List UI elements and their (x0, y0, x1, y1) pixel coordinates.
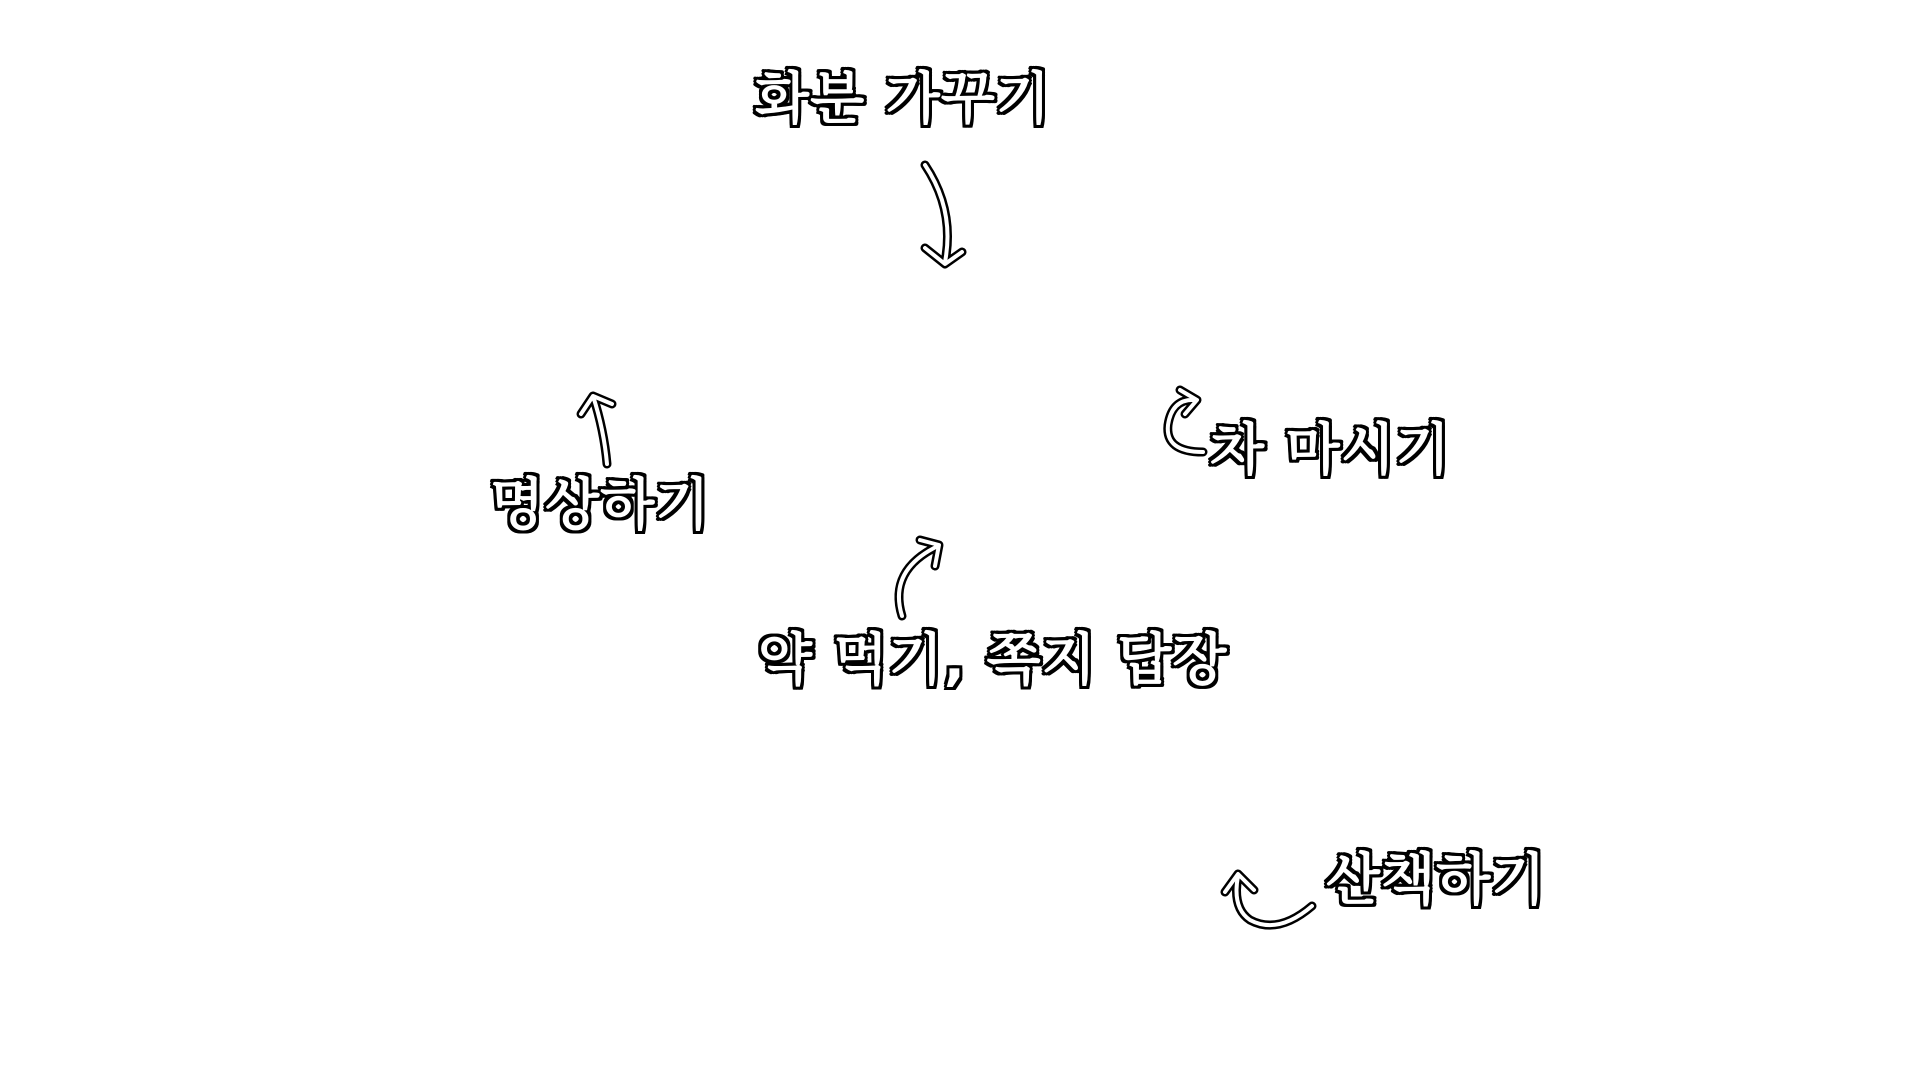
arrow-curve-up-right-icon (899, 540, 939, 616)
label-take-medicine-reply-notes: 약 먹기, 쪽지 답장 (758, 628, 1228, 693)
label-take-walk: 산책하기 (1326, 848, 1547, 913)
arrow-down-curved-icon (925, 165, 962, 264)
arrow-up-icon (581, 396, 612, 464)
arrow-curl-up-icon (1168, 390, 1203, 452)
label-water-plants: 화분 가꾸기 (755, 67, 1051, 132)
arrow-curve-up-left-icon (1225, 874, 1312, 925)
label-drink-tea: 차 마시기 (1210, 418, 1451, 483)
label-meditate: 명상하기 (490, 473, 711, 538)
